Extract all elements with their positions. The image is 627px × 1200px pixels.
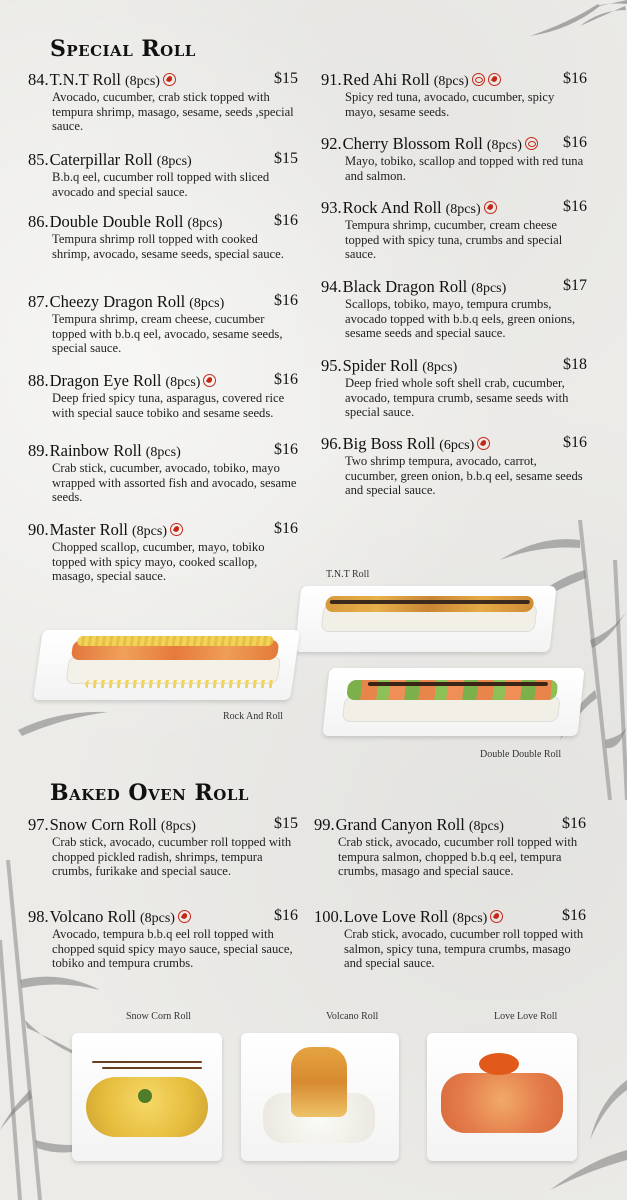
item-name: Rainbow Roll: [49, 441, 142, 460]
item-number: 90.: [28, 520, 49, 539]
item-name: Black Dragon Roll: [342, 277, 468, 296]
rock-and-roll-photo: [33, 630, 300, 700]
caption-volcano-roll: Volcano Roll: [326, 1011, 379, 1022]
spicy-pepper-icon: [484, 201, 497, 214]
spicy-pepper-icon: [170, 523, 183, 536]
item-piece-count: (8pcs): [156, 154, 192, 169]
menu-item-header: [321, 356, 587, 376]
item-name: Big Boss Roll: [342, 434, 436, 453]
item-number: 87.: [28, 292, 49, 311]
item-description: Tempura shrimp, cucumber, cream cheese topped with spicy tuna, crumbs and special sauce.: [345, 218, 563, 262]
item-number: 88.: [28, 371, 49, 390]
item-piece-count: (8pcs): [187, 216, 223, 231]
menu-item-header: [28, 371, 298, 391]
menu-item: [28, 70, 298, 134]
menu-item-header: [314, 907, 586, 927]
caption-snow-corn-roll: Snow Corn Roll: [126, 1011, 192, 1022]
spicy-pepper-icon: [203, 374, 216, 387]
bamboo-top-right-decoration: [510, 0, 627, 60]
item-piece-count: (8pcs): [471, 281, 507, 296]
raw-fish-icon: [472, 73, 485, 86]
menu-item-header: [28, 292, 298, 312]
item-piece-count: (8pcs): [422, 360, 458, 375]
item-number: 94.: [321, 277, 342, 296]
item-piece-count: (8pcs): [132, 524, 167, 539]
spicy-pepper-icon: [490, 910, 503, 923]
section-title-special-roll: Special Roll: [50, 36, 196, 62]
menu-item-header: [28, 441, 298, 461]
menu-item: [321, 277, 587, 341]
item-piece-count: (8pcs): [452, 911, 488, 926]
menu-item: [28, 292, 298, 356]
item-description: Avocado, cucumber, crab stick topped with tempura shrimp, masago, sesame, seeds ,special sauce.: [52, 90, 294, 134]
item-description: Two shrimp tempura, avocado, carrot, cucumber, green onion, b.b.q eel, sesame seeds and special sauce.: [345, 454, 583, 498]
item-name: Rock And Roll: [342, 198, 442, 217]
item-number: 98.: [28, 907, 49, 926]
item-piece-count: (8pcs): [124, 74, 160, 89]
item-price: $16: [563, 70, 587, 87]
item-price: $17: [563, 277, 587, 294]
menu-item-header: [28, 520, 298, 540]
item-description: Deep fried whole soft shell crab, cucumber, avocado, tempura crumb, sesame seeds with special sauce.: [345, 376, 569, 420]
menu-item-header: [321, 434, 587, 454]
item-description: Chopped scallop, cucumber, mayo, tobiko topped with spicy mayo, cooked scallop, masago, special sauce.: [52, 540, 265, 584]
section-title-baked-oven-roll: Baked Oven Roll: [50, 780, 249, 806]
item-price: $16: [562, 907, 586, 924]
item-name: T.N.T Roll: [49, 70, 121, 89]
item-name: Cheezy Dragon Roll: [49, 292, 186, 311]
raw-fish-icon: [525, 137, 538, 150]
caption-love-love-roll: Love Love Roll: [494, 1011, 558, 1022]
bamboo-mid-left-leaf: [18, 700, 108, 740]
volcano-roll-photo: [241, 1033, 399, 1161]
item-description: Crab stick, avocado, cucumber roll topped with chopped pickled radish, shrimps, tempura crumbs, furikake and special sauce.: [52, 835, 292, 879]
item-number: 89.: [28, 441, 49, 460]
menu-item-header: [321, 198, 587, 218]
item-name: Love Love Roll: [343, 907, 449, 926]
menu-item-header: [321, 134, 587, 154]
caption-rock-and-roll: Rock And Roll: [223, 711, 284, 722]
item-description: Crab stick, avocado, cucumber roll topped with salmon, spicy tuna, tempura crumbs, masago and special sauce.: [344, 927, 584, 971]
item-piece-count: (8pcs): [433, 74, 469, 89]
item-price: $18: [563, 356, 587, 373]
snow-corn-roll-photo: [72, 1033, 222, 1161]
item-name: Grand Canyon Roll: [335, 815, 465, 834]
item-piece-count: (6pcs): [439, 438, 475, 453]
menu-item: [28, 907, 298, 971]
menu-item-header: [28, 815, 298, 835]
menu-item: [321, 198, 587, 262]
item-name: Master Roll: [49, 520, 128, 539]
item-price: $15: [274, 70, 298, 87]
menu-item-header: [321, 277, 587, 297]
item-name: Spider Roll: [342, 356, 419, 375]
item-piece-count: (8pcs): [165, 375, 201, 390]
item-piece-count: (8pcs): [189, 296, 225, 311]
menu-item-header: [314, 815, 586, 835]
item-description: Crab stick, cucumber, avocado, tobiko, mayo wrapped with assorted fish and avocado, sesame seeds.: [52, 461, 297, 505]
item-price: $16: [563, 134, 587, 151]
item-number: 97.: [28, 815, 49, 834]
menu-item: [28, 212, 298, 261]
menu-item: [314, 815, 586, 879]
item-price: $16: [563, 198, 587, 215]
item-price: $15: [274, 150, 298, 167]
item-name: Dragon Eye Roll: [49, 371, 162, 390]
item-number: 99.: [314, 815, 335, 834]
caption-double-double-roll: Double Double Roll: [480, 749, 562, 760]
item-description: Tempura shrimp, cream cheese, cucumber topped with b.b.q eel, avocado, sesame seeds, special sauce.: [52, 312, 283, 356]
item-price: $16: [274, 292, 298, 309]
item-number: 96.: [321, 434, 342, 453]
menu-item-header: [28, 70, 298, 90]
tnt-roll-photo: [295, 586, 557, 652]
item-number: 84.: [28, 70, 49, 89]
item-number: 91.: [321, 70, 342, 89]
item-piece-count: (8pcs): [445, 202, 481, 217]
menu-item: [321, 70, 587, 119]
love-love-roll-photo: [427, 1033, 577, 1161]
menu-item-header: [28, 150, 298, 170]
item-description: Spicy red tuna, avocado, cucumber, spicy mayo, sesame seeds.: [345, 90, 555, 119]
spicy-pepper-icon: [477, 437, 490, 450]
item-price: $15: [274, 815, 298, 832]
item-description: Deep fried spicy tuna, asparagus, covered rice with special sauce tobiko and sesame seeds.: [52, 391, 285, 420]
item-number: 92.: [321, 134, 342, 153]
menu-item: [28, 815, 298, 879]
item-description: Scallops, tobiko, mayo, tempura crumbs, avocado topped with b.b.q eels, green onions, sesame seeds and special sauce.: [345, 297, 576, 341]
item-price: $16: [274, 520, 298, 537]
item-name: Red Ahi Roll: [342, 70, 430, 89]
item-name: Caterpillar Roll: [49, 150, 153, 169]
item-piece-count: (8pcs): [468, 819, 504, 834]
menu-item: [321, 134, 587, 183]
item-price: $16: [274, 441, 298, 458]
menu-item: [28, 150, 298, 199]
item-description: Tempura shrimp roll topped with cooked shrimp, avocado, sesame seeds, special sauce.: [52, 232, 284, 261]
menu-item-header: [28, 907, 298, 927]
item-number: 93.: [321, 198, 342, 217]
item-description: Mayo, tobiko, scallop and topped with red tuna and salmon.: [345, 154, 584, 183]
item-price: $16: [274, 212, 298, 229]
item-name: Snow Corn Roll: [49, 815, 157, 834]
item-number: 95.: [321, 356, 342, 375]
item-number: 86.: [28, 212, 49, 231]
menu-item-header: [321, 70, 587, 90]
menu-item-header: [28, 212, 298, 232]
item-price: $16: [274, 371, 298, 388]
item-name: Cherry Blossom Roll: [342, 134, 483, 153]
item-price: $16: [562, 815, 586, 832]
menu-item: [321, 434, 587, 498]
item-number: 85.: [28, 150, 49, 169]
item-price: $16: [563, 434, 587, 451]
item-description: Crab stick, avocado, cucumber roll topped with tempura salmon, chopped b.b.q eel, tempura crumbs, masago and special sauce.: [338, 835, 578, 879]
spicy-pepper-icon: [488, 73, 501, 86]
item-name: Volcano Roll: [49, 907, 136, 926]
item-piece-count: (8pcs): [145, 445, 181, 460]
item-piece-count: (8pcs): [160, 819, 196, 834]
menu-item: [28, 520, 298, 584]
item-name: Double Double Roll: [49, 212, 184, 231]
menu-item: [314, 907, 586, 971]
item-piece-count: (8pcs): [486, 138, 522, 153]
double-double-roll-photo: [322, 668, 584, 736]
item-description: Avocado, tempura b.b.q eel roll topped with chopped squid spicy mayo sauce, special sauce, tobiko and tempura crumbs.: [52, 927, 293, 971]
spicy-pepper-icon: [163, 73, 176, 86]
item-description: B.b.q eel, cucumber roll topped with sliced avocado and special sauce.: [52, 170, 270, 199]
item-price: $16: [274, 907, 298, 924]
spicy-pepper-icon: [178, 910, 191, 923]
item-piece-count: (8pcs): [139, 911, 175, 926]
caption-tnt-roll: T.N.T Roll: [326, 569, 370, 580]
item-number: 100.: [314, 907, 343, 926]
menu-item: [321, 356, 587, 420]
menu-item: [28, 441, 298, 505]
menu-item: [28, 371, 298, 420]
